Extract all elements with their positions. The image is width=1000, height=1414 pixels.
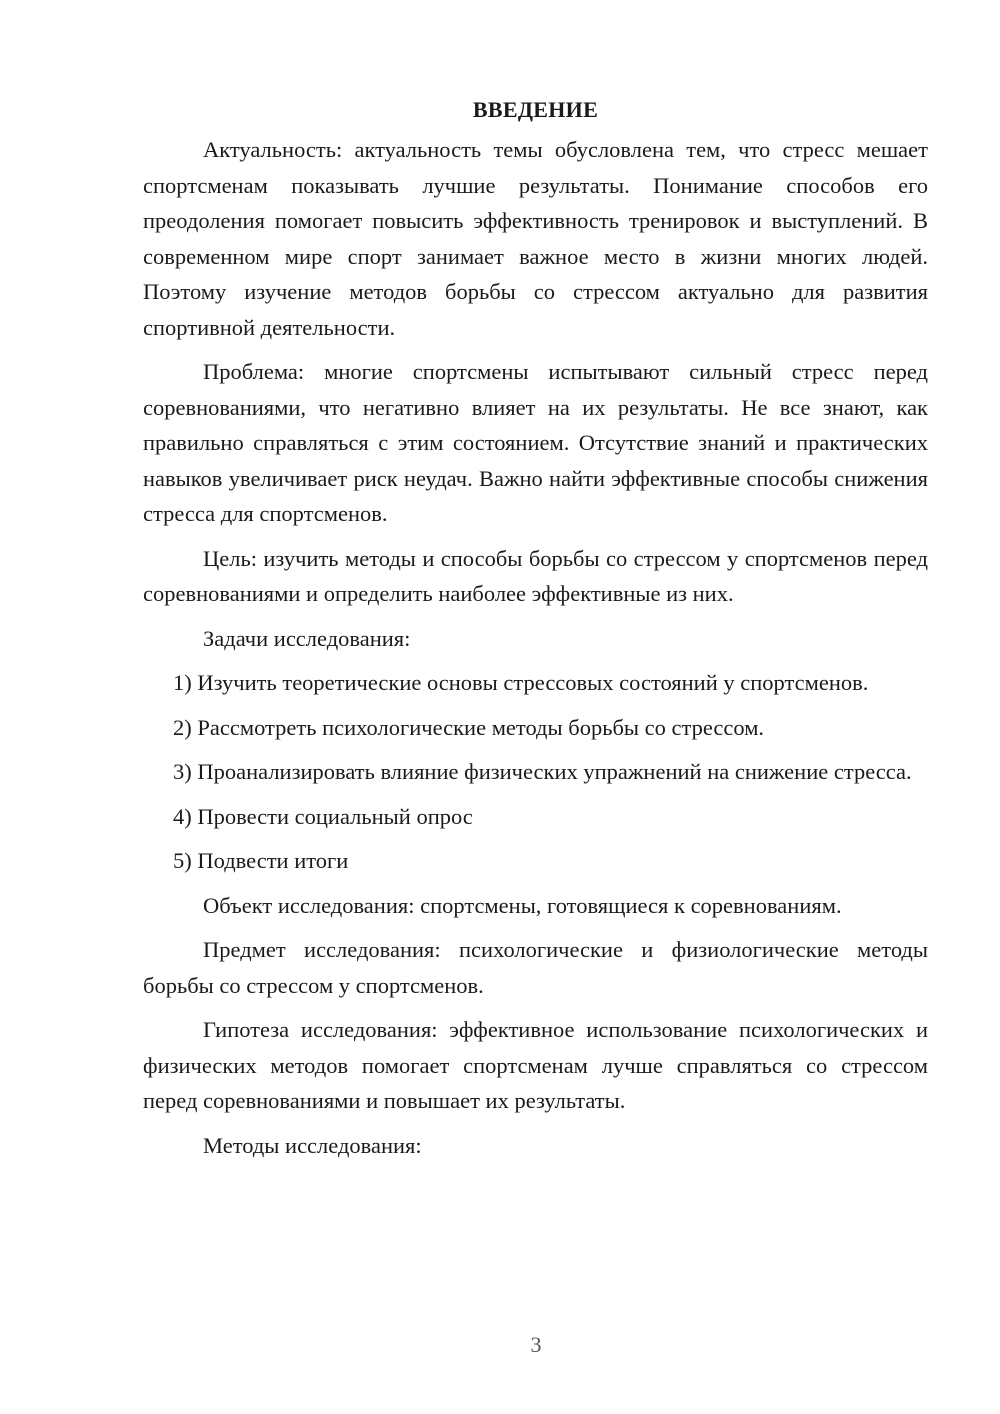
problem-paragraph: Проблема: многие спортсмены испытывают сильный стресс перед соревнованиями, что негативно влияет на их результаты. Не все знают, как правильно справляться с этим состоянием. Отсутствие знаний и практических навыков увеличивает риск неудач. Важно найти эффективные способы снижения стресса для спортсменов. [143, 359, 928, 526]
task-item-4: 4) Провести социальный опрос [173, 803, 473, 829]
methods-heading: Методы исследования: [203, 1132, 422, 1158]
section-title: ВВЕДЕНИЕ [472, 97, 599, 122]
tasks-heading: Задачи исследования: [203, 625, 411, 651]
task-item-1: 1) Изучить теоретические основы стрессовых состояний у спортсменов. [173, 670, 869, 695]
document-page [143, 92, 928, 1172]
relevance-paragraph: Актуальность: актуальность темы обусловлена тем, что стресс мешает спортсменам показывать лучшие результаты. Понимание способов его преодоления помогает повысить эффективность тренировок и выступлений. В современном мире спорт занимает важное место в жизни многих людей. Поэтому изучение методов борьбы со стрессом актуально для развития спортивной деятельности. [143, 137, 928, 340]
task-item-2: 2) Рассмотреть психологические методы борьбы со стрессом. [173, 714, 765, 740]
task-item-5: 5) Подвести итоги [173, 848, 349, 873]
hypothesis-paragraph: Гипотеза исследования: эффективное использование психологических и физических методов помогает спортсменам лучше справляться со стрессом перед соревнованиями и повышает их результаты. [143, 1017, 928, 1113]
object-paragraph: Объект исследования: спортсмены, готовящиеся к соревнованиям. [203, 892, 842, 918]
task-item-3: 3) Проанализировать влияние физических упражнений на снижение стресса. [173, 759, 912, 784]
subject-paragraph: Предмет исследования: психологические и физиологические методы борьбы со стрессом у спортсменов. [143, 937, 928, 998]
page-number: 3 [530, 1332, 542, 1357]
goal-paragraph: Цель: изучить методы и способы борьбы со стрессом у спортсменов перед соревнованиями и определить наиболее эффективные из них. [143, 545, 928, 606]
